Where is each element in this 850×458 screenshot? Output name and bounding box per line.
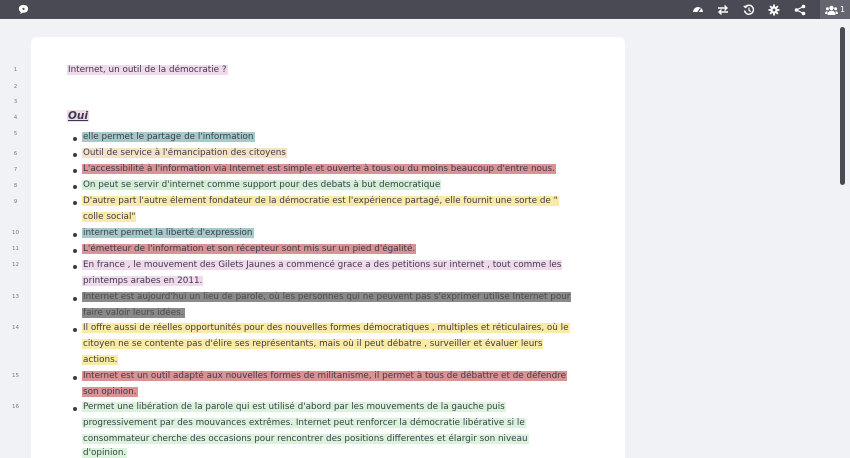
bullet-marker (73, 185, 77, 189)
bullet-marker (73, 169, 77, 173)
users-icon (825, 0, 838, 19)
list-item[interactable]: Internet est un outil adapté aux nouvelles formes de militanisme, il permet à tous de débattre et de défendre (83, 371, 567, 381)
bullet-marker (73, 328, 77, 332)
list-item[interactable]: Internet est aujourd'hui un lieu de parole, où les personnes qui ne peuvent pas s'exprimer utilise Internet pour (83, 292, 571, 302)
line-number: 13 (12, 294, 19, 300)
line-number: 1 (13, 67, 18, 73)
user-count: 1 (839, 5, 846, 14)
bullet-marker (73, 201, 77, 205)
list-item[interactable]: Il offre aussi de réelles opportunités pour des nouvelles formes démocratiques , multiples et réticulaires, où le (83, 323, 569, 333)
line-number: 11 (12, 246, 19, 252)
list-item-continuation[interactable]: son opinion. (83, 387, 137, 397)
line-number: 5 (13, 131, 18, 137)
list-item[interactable]: L'accessibilité à l'information via Internet est simple et ouverte à tous ou du moins beaucoup d'entre nous. (83, 164, 555, 174)
bullet-marker (73, 249, 77, 253)
users-button[interactable] (820, 0, 850, 19)
document-title[interactable]: Internet, un outil de la démocratie ? (68, 65, 227, 75)
bullet-marker (73, 137, 77, 141)
dashboard-icon[interactable] (690, 2, 705, 17)
bullet-marker (73, 233, 77, 237)
bullet-marker (73, 153, 77, 157)
bullet-marker (73, 265, 77, 269)
list-item-continuation[interactable]: d'opinion. (83, 448, 127, 458)
list-item-continuation[interactable]: consommateur cherche des occasions pour rencontrer des positions differentes et élargir son niveau (83, 434, 528, 444)
list-item[interactable]: En france , le mouvement des Gilets Jaunes a commencé grace a des petitions sur internet , tout comme les (83, 260, 562, 270)
list-item[interactable]: Permet une libération de la parole qui est utilisé d'abord par les mouvements de la gauche puis (83, 402, 505, 412)
line-number: 3 (13, 99, 18, 105)
list-item[interactable]: Outil de service à l'émancipation des citoyens (83, 148, 286, 158)
line-number: 4 (13, 115, 18, 121)
line-number: 2 (13, 84, 18, 90)
bullet-marker (73, 297, 77, 301)
swap-icon[interactable] (715, 2, 730, 17)
line-number: 7 (13, 167, 18, 173)
list-item-continuation[interactable]: colle social" (83, 212, 136, 222)
history-icon[interactable] (741, 2, 756, 17)
line-number: 14 (12, 325, 19, 331)
list-item[interactable]: elle permet le partage de l'information (83, 132, 254, 142)
line-number: 12 (12, 262, 19, 268)
list-item[interactable]: D'autre part l'autre élement fondateur de la démocratie est l'expérience partagé, elle fournit une sorte de " (83, 196, 558, 206)
bullet-marker (73, 407, 77, 411)
list-item-continuation[interactable]: faire valoir leurs idées. (83, 308, 184, 318)
line-number: 6 (13, 151, 18, 157)
list-item[interactable]: On peut se servir d'internet comme support pour des debats à but democratique (83, 180, 441, 190)
line-number: 10 (12, 230, 19, 236)
list-item-continuation[interactable]: actions. (83, 355, 118, 365)
settings-icon[interactable] (766, 2, 781, 17)
line-number: 16 (12, 404, 19, 410)
list-item[interactable]: internet permet la liberté d'expression (83, 228, 253, 238)
list-item-continuation[interactable]: citoyen ne se contente pas d'élire ses représentants, mais où il peut débatre , surveiller et évaluer leurs (83, 339, 543, 349)
list-item-continuation[interactable]: progressivement par des mouvances extrêmes. Internet peut renforcer la démocratie libérative si le (83, 418, 525, 428)
list-item-continuation[interactable]: printemps arabes en 2011. (83, 276, 203, 286)
scrollbar-thumb[interactable] (840, 27, 845, 185)
bullet-marker (73, 376, 77, 380)
line-number: 9 (13, 199, 18, 205)
line-number: 15 (12, 373, 19, 379)
line-number: 8 (13, 183, 18, 189)
section-heading[interactable]: Oui (68, 110, 89, 122)
share-icon[interactable] (792, 2, 807, 17)
list-item[interactable]: L'émetteur de l'information et son récepteur sont mis sur un pied d'égalité. (83, 244, 416, 254)
